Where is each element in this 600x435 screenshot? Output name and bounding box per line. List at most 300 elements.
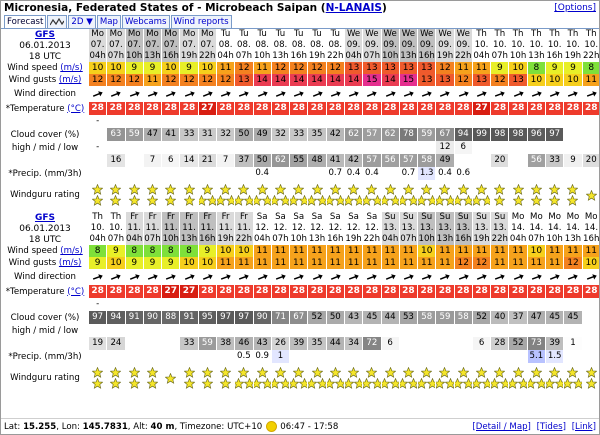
tides-link[interactable]: [Tides]	[536, 421, 566, 432]
wind-gust-cell: 9	[162, 257, 179, 269]
temperature-cell: 28	[126, 102, 143, 115]
rating-stars	[400, 184, 417, 206]
rating-cell	[546, 180, 563, 210]
wind-arrow-icon	[384, 88, 397, 101]
wind-arrow-icon	[219, 271, 232, 284]
wind-gust-cell: 14	[345, 74, 362, 86]
time-header: 08.	[218, 40, 233, 50]
wind-direction-cell	[327, 269, 344, 285]
wind-direction-cell	[235, 269, 252, 285]
rating-star-icon	[567, 367, 578, 378]
wind-speed-cell: 9	[107, 245, 124, 257]
temperature-cell: 28	[583, 102, 600, 115]
temperature-cell: 28	[528, 285, 545, 298]
time-header: 08.	[255, 40, 269, 50]
cloud-cell	[583, 324, 600, 337]
rating-cell	[418, 363, 435, 393]
rating-stars	[327, 367, 344, 389]
cloud-cell	[162, 115, 179, 128]
cloud-cell	[491, 298, 508, 311]
cloud-cell	[491, 141, 508, 154]
cloud-cell: 50	[327, 311, 344, 324]
wind-speed-cell: 13	[418, 62, 435, 74]
rating-stars	[89, 184, 106, 206]
tab-3[interactable]	[97, 15, 121, 28]
rating-star-icon	[382, 378, 391, 389]
wind-direction-cell	[107, 269, 124, 285]
tab-4[interactable]	[122, 15, 170, 28]
time-header: 16h	[455, 234, 472, 244]
rating-stars	[564, 184, 581, 206]
wind-direction-cell	[290, 86, 307, 102]
cloud-cell: 97	[546, 128, 563, 141]
cloud-cell	[455, 115, 472, 128]
link-link[interactable]: [Link]	[571, 421, 596, 432]
footer	[1, 418, 599, 434]
rating-star-icon	[400, 378, 409, 389]
time-header: 11.	[200, 223, 215, 233]
rating-star-icon	[500, 378, 509, 389]
cloud-cell: 52	[308, 311, 325, 324]
rating-star-icon	[573, 378, 582, 389]
cloud-cell	[144, 298, 161, 311]
precip-cell	[327, 350, 344, 363]
wind-speed-cell: 11	[583, 245, 600, 257]
wind-arrow-icon	[201, 271, 214, 284]
rating-star-icon	[567, 195, 578, 206]
tab-2[interactable]	[68, 15, 95, 28]
rating-cell	[564, 363, 581, 393]
wind-arrow-icon	[292, 88, 305, 101]
rating-stars	[144, 184, 161, 206]
time-header: 10h	[253, 51, 271, 61]
temperature-cell: 28	[564, 285, 581, 298]
rating-cell	[400, 180, 417, 210]
cloud-cell	[254, 324, 271, 337]
time-header: 04h	[253, 234, 271, 244]
time-header: 19h	[436, 51, 454, 61]
rating-stars	[217, 367, 234, 389]
precipitation-row	[2, 167, 600, 180]
time-header: 13.	[438, 223, 452, 233]
precip-cell	[308, 350, 325, 363]
cloud-cell: 21	[199, 154, 216, 167]
cloud-label	[2, 337, 88, 350]
time-header: 16h	[162, 51, 179, 61]
rating-star-icon	[299, 195, 308, 206]
model-link[interactable]: GFS	[34, 29, 56, 40]
cloud-cell	[126, 154, 143, 167]
wind-gust-cell: 14	[327, 74, 344, 86]
rating-cell	[126, 180, 143, 210]
rating-stars	[272, 367, 289, 389]
rating-star-icon	[235, 378, 244, 389]
cloud-cell	[564, 298, 581, 311]
wind-gust-cell: 9	[89, 257, 106, 269]
cloud-cell: 32	[217, 128, 234, 141]
forecast-table	[1, 29, 600, 212]
cloud-cell	[564, 115, 581, 128]
temperature-cell: 28	[199, 285, 216, 298]
cloud-cell	[327, 115, 344, 128]
temperature-cell: 28	[235, 285, 252, 298]
time-header: 07h	[400, 234, 417, 244]
unit-link[interactable]: (°C)	[67, 103, 85, 114]
spot-link[interactable]: N-LANAIS	[325, 2, 382, 14]
rating-cell	[583, 180, 600, 210]
wind-direction-cell	[162, 269, 179, 285]
precip-cell	[564, 350, 581, 363]
wind-gust-cell: 10	[564, 74, 581, 86]
cloud-label	[2, 154, 88, 167]
model-info: 06.01.2013	[19, 223, 71, 234]
cloud-cell	[107, 115, 124, 128]
rating-star-icon	[147, 195, 158, 206]
rating-star-icon	[473, 378, 482, 389]
rating-stars	[180, 184, 197, 206]
wind-speed-cell: 9	[491, 62, 508, 74]
wind-arrow-icon	[512, 88, 525, 101]
cloud-cell	[308, 141, 325, 154]
cloud-cell	[418, 337, 435, 350]
tab-1[interactable]	[47, 15, 67, 28]
time-header: Mo	[509, 212, 526, 223]
time-header: 16h	[199, 234, 216, 244]
rating-star-icon	[418, 195, 427, 206]
temperature-cell: 28	[345, 285, 362, 298]
wind-speed-cell: 9	[126, 62, 143, 74]
rating-star-icon	[348, 184, 359, 195]
tab-label: Map	[99, 17, 118, 27]
wind-speed-cell: 12	[308, 62, 325, 74]
precip-cell	[583, 350, 600, 363]
cloud-cell	[546, 298, 563, 311]
rating-stars	[126, 367, 143, 389]
wind-speed-cell: 11	[436, 245, 453, 257]
wind-gust-cell: 12	[491, 74, 508, 86]
rating-cell	[217, 180, 234, 210]
cloud-label: high / mid / low	[11, 142, 79, 153]
time-header: Mo	[528, 212, 545, 223]
temperature-cell: 28	[272, 102, 289, 115]
precip-cell: 0.7	[401, 168, 416, 178]
time-header: 08.	[291, 40, 306, 50]
wind-direction-cell	[509, 269, 526, 285]
rating-star-icon	[549, 184, 560, 195]
time-header: 04h	[473, 51, 490, 61]
rating-star-icon	[348, 367, 359, 378]
precip-cell	[162, 350, 179, 363]
wind-gust-cell: 12	[126, 74, 143, 86]
cloud-cell	[308, 115, 325, 128]
unit-link[interactable]: (°C)	[67, 286, 85, 297]
wind-gust-cell: 11	[144, 74, 161, 86]
cloud-cell	[400, 337, 417, 350]
cloud-cell: 47	[528, 311, 545, 324]
rating-stars	[509, 184, 526, 206]
wind-direction-cell	[217, 269, 234, 285]
rating-stars	[290, 367, 307, 389]
rating-star-icon	[308, 195, 317, 206]
options-link[interactable]: [Options]	[554, 3, 596, 13]
cloud-cell: 42	[327, 128, 344, 141]
time-header: Su	[455, 212, 472, 223]
rating-stars	[418, 367, 435, 389]
wind-gust-cell: 15	[400, 74, 417, 86]
model-link[interactable]: GFS	[34, 212, 56, 223]
unit-link[interactable]: (m/s)	[60, 246, 83, 256]
cloud-cell	[436, 337, 453, 350]
cloud-cell: 39	[290, 337, 307, 350]
precip-cell	[491, 350, 508, 363]
cloud-cell	[509, 154, 526, 167]
time-header: 08.	[310, 40, 324, 50]
rating-star-icon	[165, 373, 176, 384]
cloud-cell	[107, 324, 124, 337]
time-header: 13h	[528, 51, 545, 61]
time-header: Mo	[107, 29, 124, 40]
cloud-cell	[290, 115, 307, 128]
wind-speed-cell: 9	[180, 62, 197, 74]
unit-link[interactable]: (m/s)	[58, 75, 82, 85]
wind-gust-cell: 14	[290, 74, 307, 86]
temperature-cell: 28	[400, 102, 417, 115]
cloud-cell	[345, 298, 362, 311]
precip-cell	[144, 167, 161, 180]
rating-cell	[473, 180, 490, 210]
rating-stars	[583, 367, 600, 389]
unit-link[interactable]: (m/s)	[58, 258, 82, 268]
time-header: 10h	[546, 234, 563, 244]
temperature-cell: 28	[382, 285, 399, 298]
time-header: 10.	[511, 40, 525, 50]
time-header: 14.	[547, 223, 562, 233]
cloud-cell	[509, 298, 526, 311]
temperature-row	[2, 102, 600, 115]
precip-cell	[126, 167, 143, 180]
cloud-cell: 32	[272, 128, 289, 141]
cloud-cell: 53	[400, 311, 417, 324]
time-header: 19h	[180, 51, 198, 61]
time-header: 13h	[436, 234, 454, 244]
time-header: 04h	[89, 51, 106, 61]
rating-star-icon	[275, 367, 286, 378]
rating-cell	[363, 180, 380, 210]
cloud-cell	[217, 298, 234, 311]
cloud-cell: 45	[564, 311, 581, 324]
cloud-cell	[436, 298, 453, 311]
rating-cell	[345, 363, 362, 393]
cloud-cell	[272, 298, 289, 311]
wind-direction-cell	[455, 269, 472, 285]
precip-cell	[290, 167, 307, 180]
precip-cell: 0.4	[255, 168, 269, 178]
cloud-cover-row	[2, 115, 600, 128]
rating-star-icon	[408, 195, 417, 206]
cloud-cell	[254, 141, 271, 154]
cloud-cover-row	[2, 337, 600, 350]
rating-cell	[436, 180, 453, 210]
cloud-cell: 91	[126, 311, 143, 324]
cloud-cell: 20	[583, 154, 600, 167]
rating-star-icon	[366, 367, 377, 378]
rating-stars	[528, 367, 545, 389]
precipitation-row	[2, 350, 600, 363]
wind-speed-cell: 11	[546, 245, 563, 257]
cloud-label: Cloud cover (%)	[10, 312, 80, 323]
rating-star-icon	[257, 367, 268, 378]
wind-speed-row	[2, 62, 600, 74]
wind-arrow-icon	[183, 271, 196, 284]
cloud-cell	[144, 337, 161, 350]
wind-gust-cell: 9	[144, 257, 161, 269]
rating-star-icon	[262, 195, 271, 206]
wind-direction-cell	[126, 86, 143, 102]
rating-star-icon	[455, 195, 464, 206]
rating-star-icon	[217, 195, 226, 206]
wind-gust-cell: 12	[455, 74, 472, 86]
cloud-cell	[491, 324, 508, 337]
precip-cell	[199, 350, 216, 363]
time-header: 13h	[272, 51, 289, 61]
rating-stars	[363, 184, 380, 206]
rating-cell	[89, 180, 106, 210]
cloud-cell: 95	[199, 311, 216, 324]
time-header: 07h	[272, 234, 289, 244]
precip-cell	[418, 350, 435, 363]
rating-star-icon	[546, 378, 555, 389]
precip-cell	[509, 167, 526, 180]
wind-direction-cell	[272, 86, 289, 102]
rating-cell	[107, 363, 124, 393]
cloud-cell	[363, 298, 380, 311]
time-header: 14.	[529, 223, 544, 233]
cloud-cell: 97	[89, 311, 106, 324]
cloud-cell	[89, 324, 106, 337]
cloud-cell	[473, 298, 490, 311]
wind-gust-cell: 12	[162, 74, 179, 86]
wind-direction-row	[2, 269, 600, 285]
wind-speed-cell: 8	[89, 245, 106, 257]
wind-arrow-icon	[585, 88, 598, 101]
rating-stars	[89, 367, 106, 389]
cloud-cell: 49	[254, 128, 271, 141]
rating-row	[2, 363, 600, 393]
cloud-cell	[583, 298, 600, 311]
row-label: Wind gusts	[8, 75, 57, 85]
wind-speed-cell: 13	[400, 62, 417, 74]
row-label: *Precip. (mm/3h)	[8, 351, 82, 362]
tab-0[interactable]	[4, 15, 46, 28]
rating-cell	[272, 180, 289, 210]
cloud-cell: 59	[418, 128, 435, 141]
rating-star-icon	[408, 378, 417, 389]
wind-speed-cell: 12	[327, 62, 344, 74]
cloud-cell	[162, 337, 179, 350]
rating-star-icon	[147, 184, 158, 195]
cloud-cell: 24	[107, 337, 124, 350]
wind-direction-cell	[382, 269, 399, 285]
time-header: Mo	[180, 29, 197, 40]
time-header: Sa	[290, 212, 307, 223]
rating-cell	[290, 180, 307, 210]
rating-stars	[162, 184, 179, 206]
wind-direction-cell	[199, 86, 216, 102]
wind-arrow-icon	[493, 271, 506, 284]
time-header: 08.	[273, 40, 288, 50]
temperature-cell: 28	[144, 102, 161, 115]
time-header: Th	[473, 29, 490, 40]
rating-stars	[382, 184, 399, 206]
rating-stars	[235, 367, 252, 389]
wind-arrow-icon	[237, 88, 250, 101]
cloud-cell: 47	[144, 128, 161, 141]
time-header: Fr	[217, 212, 234, 223]
wind-arrow-icon	[530, 271, 543, 284]
wind-arrow-icon	[512, 271, 525, 284]
wind-direction-cell	[162, 86, 179, 102]
rating-cell	[455, 363, 472, 393]
wind-direction-cell	[254, 269, 271, 285]
wind-speed-cell: 10	[107, 62, 124, 74]
cloud-cell: 16	[107, 154, 124, 167]
rating-cell	[491, 180, 508, 210]
precip-cell	[217, 350, 234, 363]
time-header: 13.	[456, 223, 471, 233]
tab-label: Webcams	[124, 17, 167, 27]
tab-5[interactable]	[171, 15, 232, 28]
wind-direction-cell	[180, 269, 197, 285]
cloud-cell	[363, 324, 380, 337]
cloud-cell	[290, 324, 307, 337]
rating-star-icon	[330, 184, 341, 195]
cloud-cell	[126, 298, 143, 311]
rating-cell	[199, 180, 216, 210]
time-header: Mo	[89, 29, 106, 40]
cloud-cell	[473, 115, 490, 128]
cloud-cell	[180, 115, 197, 128]
precip-cell	[491, 167, 508, 180]
model-info[interactable]	[2, 212, 88, 223]
rating-stars	[345, 367, 362, 389]
time-header: 12.	[310, 223, 324, 233]
rating-star-icon	[567, 184, 578, 195]
wind-arrow-icon	[329, 88, 342, 101]
time-header: 08.	[237, 40, 251, 50]
wind-speed-cell: 13	[345, 62, 362, 74]
wind-gust-cell: 13	[509, 74, 526, 86]
cloud-cell	[528, 141, 545, 154]
forecast-tables	[1, 29, 599, 393]
precip-cell	[89, 167, 106, 180]
rating-star-icon	[147, 367, 158, 378]
rating-cell	[436, 363, 453, 393]
wind-arrow-icon	[274, 88, 287, 101]
time-header: 07h	[107, 51, 125, 61]
time-header: 04h	[381, 234, 399, 244]
wind-arrow-icon	[91, 88, 104, 101]
rating-cell	[382, 180, 399, 210]
tab-label: 2D ▼	[71, 17, 93, 27]
cloud-cell: 38	[217, 337, 234, 350]
detail-map-link[interactable]: [Detail / Map]	[472, 421, 531, 432]
rating-star-icon	[586, 367, 597, 378]
rating-star-icon	[244, 378, 253, 389]
rating-cell	[473, 363, 490, 393]
unit-link[interactable]: (m/s)	[60, 63, 83, 73]
cloud-cell: 71	[272, 311, 289, 324]
model-info[interactable]	[2, 29, 88, 40]
